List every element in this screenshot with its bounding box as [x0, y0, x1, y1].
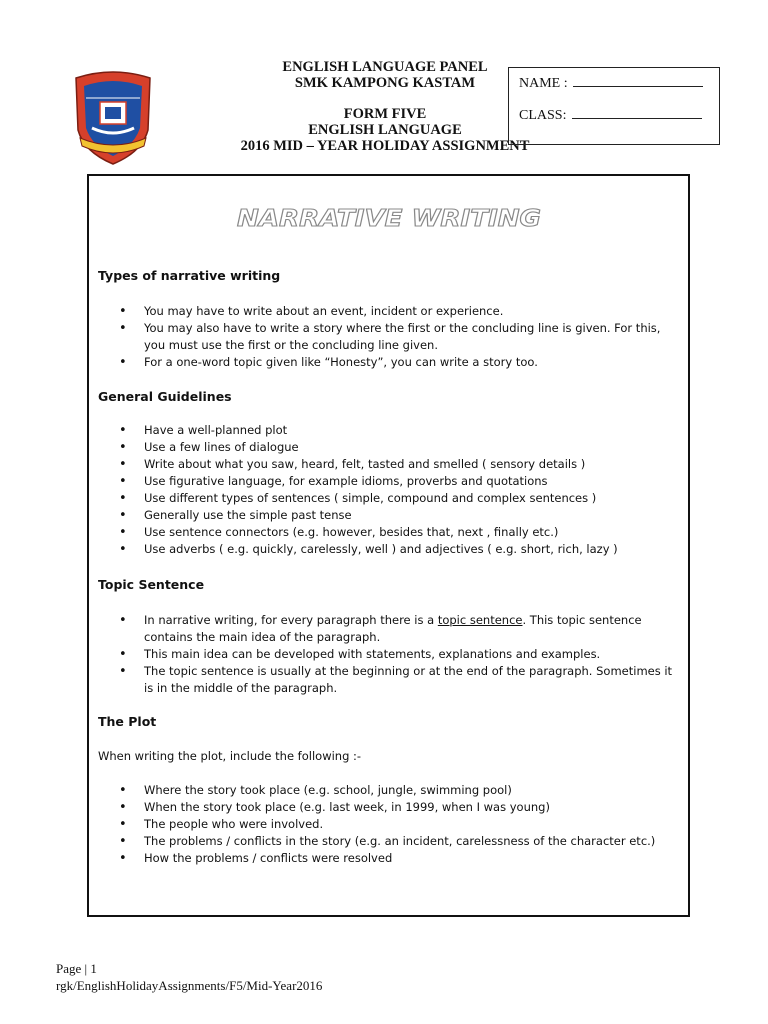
list-item: • The topic sentence is usually at the beginning or at the end of the paragraph. Sometimes it is in the middle of the paragraph. — [89, 663, 684, 697]
name-class-box — [508, 67, 720, 145]
list-item: • This main idea can be developed with statements, explanations and examples. — [89, 646, 684, 663]
list-item: • You may have to write about an event, incident or experience. — [89, 303, 684, 320]
list-item: • Generally use the simple past tense — [89, 507, 684, 524]
name-label: NAME : — [519, 76, 568, 91]
narrative-writing-title — [235, 200, 545, 234]
plot-list — [89, 782, 684, 867]
types-list — [89, 303, 684, 371]
topic-sentence-term: topic sentence — [437, 613, 523, 627]
list-item: • Where the story took place (e.g. school, jungle, swimming pool) — [89, 782, 684, 799]
name-field[interactable] — [573, 74, 703, 87]
school-logo — [72, 68, 154, 166]
subject-label: ENGLISH LANGUAGE — [308, 122, 462, 138]
topic-item-text-end: . This topic sentence contains the main idea of the paragraph. — [144, 613, 642, 644]
list-item — [89, 612, 684, 646]
list-item: • Write about what you saw, heard, felt, tasted and smelled ( sensory details ) — [89, 456, 684, 473]
list-item: • The people who were involved. — [89, 816, 684, 833]
school-name: SMK KAMPONG KASTAM — [294, 75, 476, 91]
list-item: • Use adverbs ( e.g. quickly, carelessly, well ) and adjectives ( e.g. short, rich, lazy ) — [89, 541, 684, 558]
guidelines-list — [89, 422, 684, 558]
panel-title: ENGLISH LANGUAGE PANEL — [282, 59, 488, 75]
types-heading: Types of narrative writing — [98, 268, 281, 283]
list-item: • Use figurative language, for example idioms, proverbs and quotations — [89, 473, 684, 490]
list-item: • Use different types of sentences ( simple, compound and complex sentences ) — [89, 490, 684, 507]
guidelines-heading: General Guidelines — [98, 389, 232, 404]
title-text: NARRATIVE WRITING — [237, 206, 541, 232]
page-footer — [56, 960, 322, 994]
class-row — [519, 106, 702, 124]
document-header — [230, 59, 540, 154]
topic-item-text: In narrative writing, for every paragraph there is a — [144, 613, 438, 627]
form-label: FORM FIVE — [343, 106, 427, 122]
topic-heading: Topic Sentence — [98, 577, 205, 592]
class-field[interactable] — [572, 106, 702, 119]
plot-heading: The Plot — [98, 714, 157, 729]
class-label: CLASS: — [519, 108, 567, 123]
topic-list — [89, 612, 684, 697]
list-item: • How the problems / conflicts were resolved — [89, 850, 684, 867]
list-item: • You may also have to write a story where the first or the concluding line is given. For this, you must use the first or the concluding line given. — [89, 320, 684, 354]
list-item: • The problems / conflicts in the story (e.g. an incident, carelessness of the character etc.) — [89, 833, 684, 850]
assignment-title: 2016 MID – YEAR HOLIDAY ASSIGNMENT — [240, 138, 530, 154]
list-item: • Use a few lines of dialogue — [89, 439, 684, 456]
list-item: • Use sentence connectors (e.g. however, besides that, next , finally etc.) — [89, 524, 684, 541]
content-frame — [87, 174, 690, 917]
plot-intro: When writing the plot, include the following :- — [98, 749, 362, 763]
document-path: rgk/EnglishHolidayAssignments/F5/Mid-Year2016 — [56, 978, 323, 993]
list-item: • When the story took place (e.g. last week, in 1999, when I was young) — [89, 799, 684, 816]
list-item: • Have a well-planned plot — [89, 422, 684, 439]
page-number: Page | 1 — [56, 961, 97, 976]
list-item: • For a one-word topic given like “Honesty”, you can write a story too. — [89, 354, 684, 371]
name-row — [519, 74, 703, 92]
